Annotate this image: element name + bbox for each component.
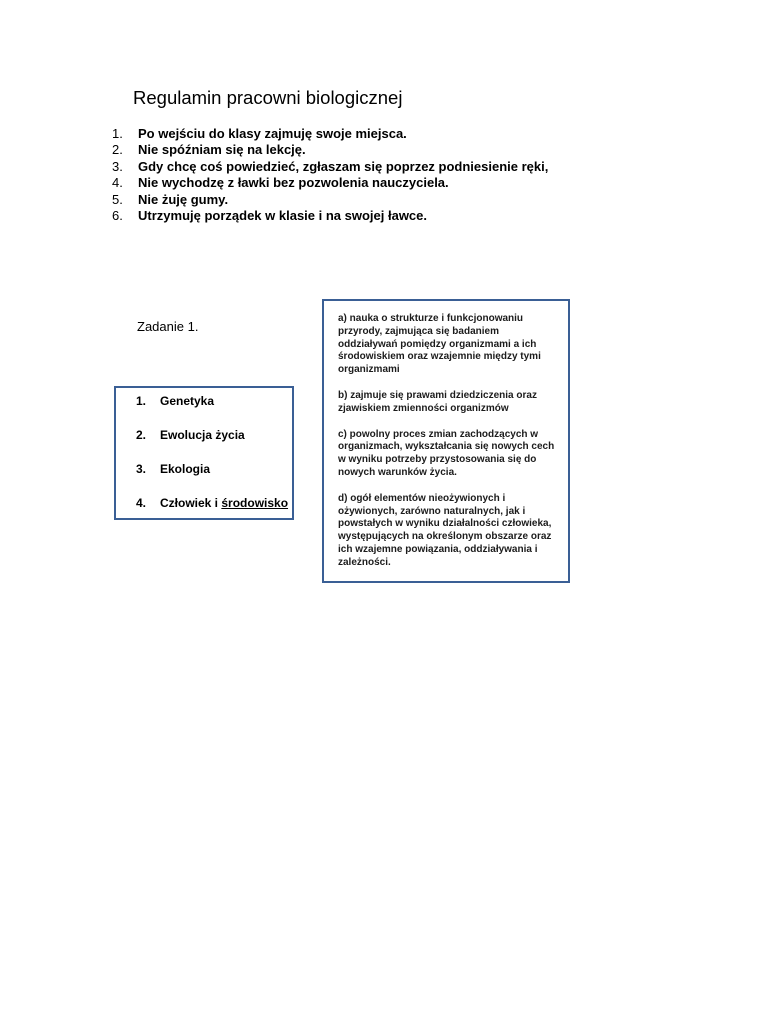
rule-text: Nie wychodzę z ławki bez pozwolenia nauczyciela.: [138, 175, 449, 191]
rule-number: 3.: [112, 158, 123, 174]
terms-list: [136, 393, 288, 529]
term-item: [136, 393, 288, 427]
definitions-list: [338, 313, 560, 583]
rule-number: 6.: [112, 207, 123, 223]
rule-item: [112, 208, 548, 224]
term-item: [136, 427, 288, 461]
rule-text: Gdy chcę coś powiedzieć, zgłaszam się poprzez podniesienie ręki,: [138, 158, 549, 174]
rule-number: 5.: [112, 191, 123, 207]
term-number: 1.: [136, 394, 147, 408]
task-label: Zadanie 1.: [137, 319, 199, 334]
rule-number: 4.: [112, 175, 123, 191]
rule-text: Po wejściu do klasy zajmuję swoje miejsca.: [138, 126, 407, 141]
definition-b: b) zajmuje się prawami dziedziczenia oraz zjawiskiem zmienności organizmów: [338, 389, 537, 414]
rule-text: Nie spóźniam się na lekcję.: [138, 142, 306, 158]
rule-item: [112, 192, 548, 208]
term-text-underlined: środowisko: [221, 496, 289, 510]
term-text: Człowiek i: [160, 496, 222, 510]
rule-item: [112, 126, 548, 142]
term-number: 3.: [136, 462, 147, 476]
term-text: Ekologia: [160, 462, 211, 476]
definition-c: c) powolny proces zmian zachodzących w organizmach, wykształcania się nowych cech w wyniku potrzeby przystosowania się do nowych warunków życia.: [338, 428, 555, 478]
rule-number: 2.: [112, 142, 123, 158]
definitions-box: [322, 299, 570, 583]
term-text: Genetyka: [160, 394, 215, 408]
rule-item: [112, 159, 548, 175]
document-title: Regulamin pracowni biologicznej: [133, 87, 403, 108]
rule-text: Nie żuję gumy.: [138, 191, 229, 207]
rules-list: [112, 126, 548, 224]
terms-box: [114, 386, 294, 520]
term-text: Ewolucja życia: [160, 428, 245, 442]
definition-a: a) nauka o strukturze i funkcjonowaniu przyrody, zajmująca się badaniem oddziaływań pomiędzy organizmami a ich środowiskiem oraz wzajemnie między tymi organizmami: [338, 313, 541, 376]
rule-number: 1.: [112, 126, 123, 141]
term-item: [136, 461, 288, 495]
term-number: 4.: [136, 496, 147, 510]
term-number: 2.: [136, 428, 147, 442]
term-item: [136, 495, 288, 529]
rule-item: [112, 175, 548, 191]
rule-item: [112, 142, 548, 158]
definition-d: d) ogół elementów nieożywionych i ożywionych, zarówno naturalnych, jak i powstałych w wyniku działalności człowieka, występujących na określonym obszarze oraz ich wzajemne powiązania, oddziaływania i zależności.: [338, 492, 552, 568]
rule-text: Utrzymuję porządek w klasie i na swojej ławce.: [138, 207, 428, 223]
